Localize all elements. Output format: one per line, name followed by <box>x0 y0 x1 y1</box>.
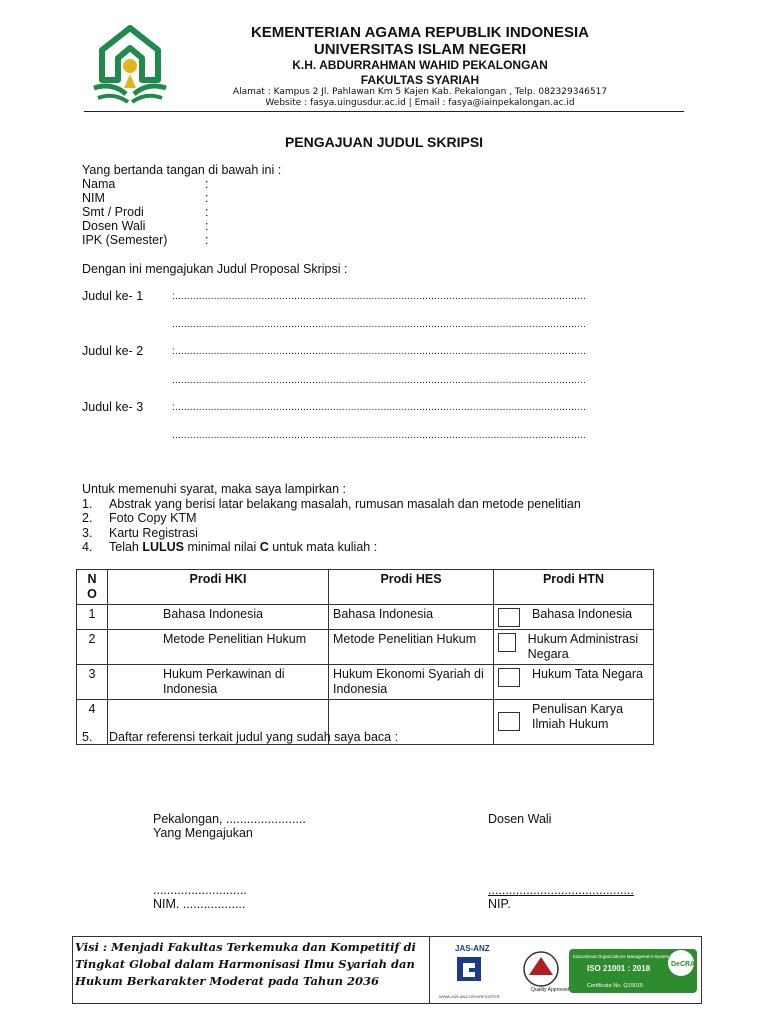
judul-line-3a: :.......................................................................................................................................... <box>172 402 586 413</box>
row-number: 1 <box>77 605 108 630</box>
requirement-item: 4. Telah LULUS minimal nilai C untuk mata kuliah : <box>82 540 378 554</box>
cell-hes: Hukum Ekonomi Syariah di Indonesia <box>329 665 494 700</box>
footer-divider <box>429 937 430 1003</box>
vision-line: Visi : Menjadi Fakultas Terkemuka dan Kompetitif di <box>75 940 416 954</box>
row-number: 2 <box>77 630 108 665</box>
header-address: Alamat : Kampus 2 Jl. Pahlawan Km 5 Kajen Kab. Pekalongan , Telp. 082329346517 <box>232 87 608 97</box>
cell-htn <box>494 665 654 700</box>
vision-statement <box>75 939 427 990</box>
certification-logos <box>437 941 699 999</box>
nip-line: NIP. <box>488 897 511 911</box>
field-label-dosen-wali: Dosen Wali <box>82 219 146 233</box>
university-logo <box>84 22 176 108</box>
jas-anz-url: WWW.JAS-ANZ.ORG/REGISTER <box>439 994 500 999</box>
checkbox[interactable] <box>498 712 520 731</box>
advisor-signature-line: .......................................... <box>488 883 634 897</box>
jas-anz-label: JAS-ANZ <box>455 944 490 953</box>
judul-line-3b: ........................................................................................................................................... <box>172 430 586 441</box>
applicant-label: Yang Mengajukan <box>153 826 253 840</box>
field-colon: : <box>205 177 209 191</box>
judul-label-2: Judul ke- 2 <box>82 344 144 358</box>
cell-htn <box>494 630 654 665</box>
cell-hki: Metode Penelitian Hukum <box>108 630 329 665</box>
header-website: Website : fasya.uingusdur.ac.id | Email : fasya@iainpekalongan.ac.id <box>265 98 575 108</box>
table-row <box>77 630 654 665</box>
checkbox[interactable] <box>498 608 520 627</box>
judul-line-2a: :.......................................................................................................................................... <box>172 346 586 357</box>
table-row <box>77 605 654 630</box>
checkbox[interactable] <box>498 633 516 652</box>
field-colon: : <box>205 191 209 205</box>
iso-org-label: Educational Organizations Management System <box>573 954 670 959</box>
field-label-smt-prodi: Smt / Prodi <box>82 205 144 219</box>
cell-hes: Bahasa Indonesia <box>329 605 494 630</box>
requirement-item: 1. Abstrak yang berisi latar belakang masalah, rumusan masalah dan metode penelitian <box>82 497 581 511</box>
cell-htn <box>494 700 654 745</box>
cell-htn <box>494 605 654 630</box>
header-faculty: FAKULTAS SYARIAH <box>360 73 480 87</box>
course-table <box>76 569 654 745</box>
advisor-label: Dosen Wali <box>488 812 552 826</box>
row-number: 4 <box>77 700 108 745</box>
table-header-hki: Prodi HKI <box>108 570 329 605</box>
requirement-item: 5. Daftar referensi terkait judul yang sudah saya baca : <box>82 730 399 744</box>
vision-line: Tingkat Global dalam Harmonisasi Ilmu Syariah dan <box>75 957 415 971</box>
header-university-name: K.H. ABDURRAHMAN WAHID PEKALONGAN <box>292 58 548 72</box>
intro-text: Yang bertanda tangan di bawah ini : <box>82 163 282 177</box>
field-label-nama: Nama <box>82 177 116 191</box>
cert-number: Certificate No. Q19015 <box>587 983 643 989</box>
htn-course: Bahasa Indonesia <box>532 607 633 621</box>
htn-course: Penulisan Karya Ilmiah Hukum <box>532 702 624 731</box>
page-title: PENGAJUAN JUDUL SKRIPSI <box>284 134 484 150</box>
proposal-intro: Dengan ini mengajukan Judul Proposal Skripsi : <box>82 262 348 276</box>
table-header-row <box>77 570 654 605</box>
header-divider <box>84 111 684 112</box>
field-label-ipk: IPK (Semester) <box>82 233 168 247</box>
judul-line-1b: ........................................................................................................................................... <box>172 319 586 330</box>
table-header-no: N O <box>77 570 108 605</box>
htn-course: Hukum Tata Negara <box>532 667 643 681</box>
quality-label: Quality Approved <box>531 987 570 993</box>
table-row <box>77 665 654 700</box>
applicant-signature-line: ........................... <box>153 883 247 897</box>
cell-hki: Bahasa Indonesia <box>108 605 329 630</box>
judul-label-1: Judul ke- 1 <box>82 289 144 303</box>
checkbox[interactable] <box>498 668 520 687</box>
requirements-intro: Untuk memenuhi syarat, maka saya lampirkan : <box>82 482 346 496</box>
judul-line-1a: :.......................................................................................................................................... <box>172 291 586 302</box>
iso-code-label: ISO 21001 : 2018 <box>587 964 651 973</box>
header-university: UNIVERSITAS ISLAM NEGERI <box>313 41 527 58</box>
table-header-hes: Prodi HES <box>329 570 494 605</box>
field-label-nim: NIM <box>82 191 105 205</box>
requirement-item: 2. Foto Copy KTM <box>82 511 197 525</box>
header-ministry: KEMENTERIAN AGAMA REPUBLIK INDONESIA <box>250 24 590 41</box>
footer-box <box>72 936 702 1004</box>
htn-course: Hukum Administrasi Negara <box>527 632 639 661</box>
vision-line: Hukum Berkarakter Moderat pada Tahun 2036 <box>75 974 379 988</box>
field-colon: : <box>205 219 209 233</box>
requirement-item: 3. Kartu Registrasi <box>82 526 198 540</box>
field-colon: : <box>205 205 209 219</box>
decra-label: DeCRA <box>671 961 696 968</box>
place-date: Pekalongan, ....................... <box>153 812 306 826</box>
table-header-htn: Prodi HTN <box>494 570 654 605</box>
field-colon: : <box>205 233 209 247</box>
judul-label-3: Judul ke- 3 <box>82 400 144 414</box>
row-number: 3 <box>77 665 108 700</box>
cell-hes: Metode Penelitian Hukum <box>329 630 494 665</box>
judul-line-2b: ........................................................................................................................................... <box>172 375 586 386</box>
cell-hki: Hukum Perkawinan di Indonesia <box>108 665 329 700</box>
nim-line: NIM. .................. <box>153 897 246 911</box>
